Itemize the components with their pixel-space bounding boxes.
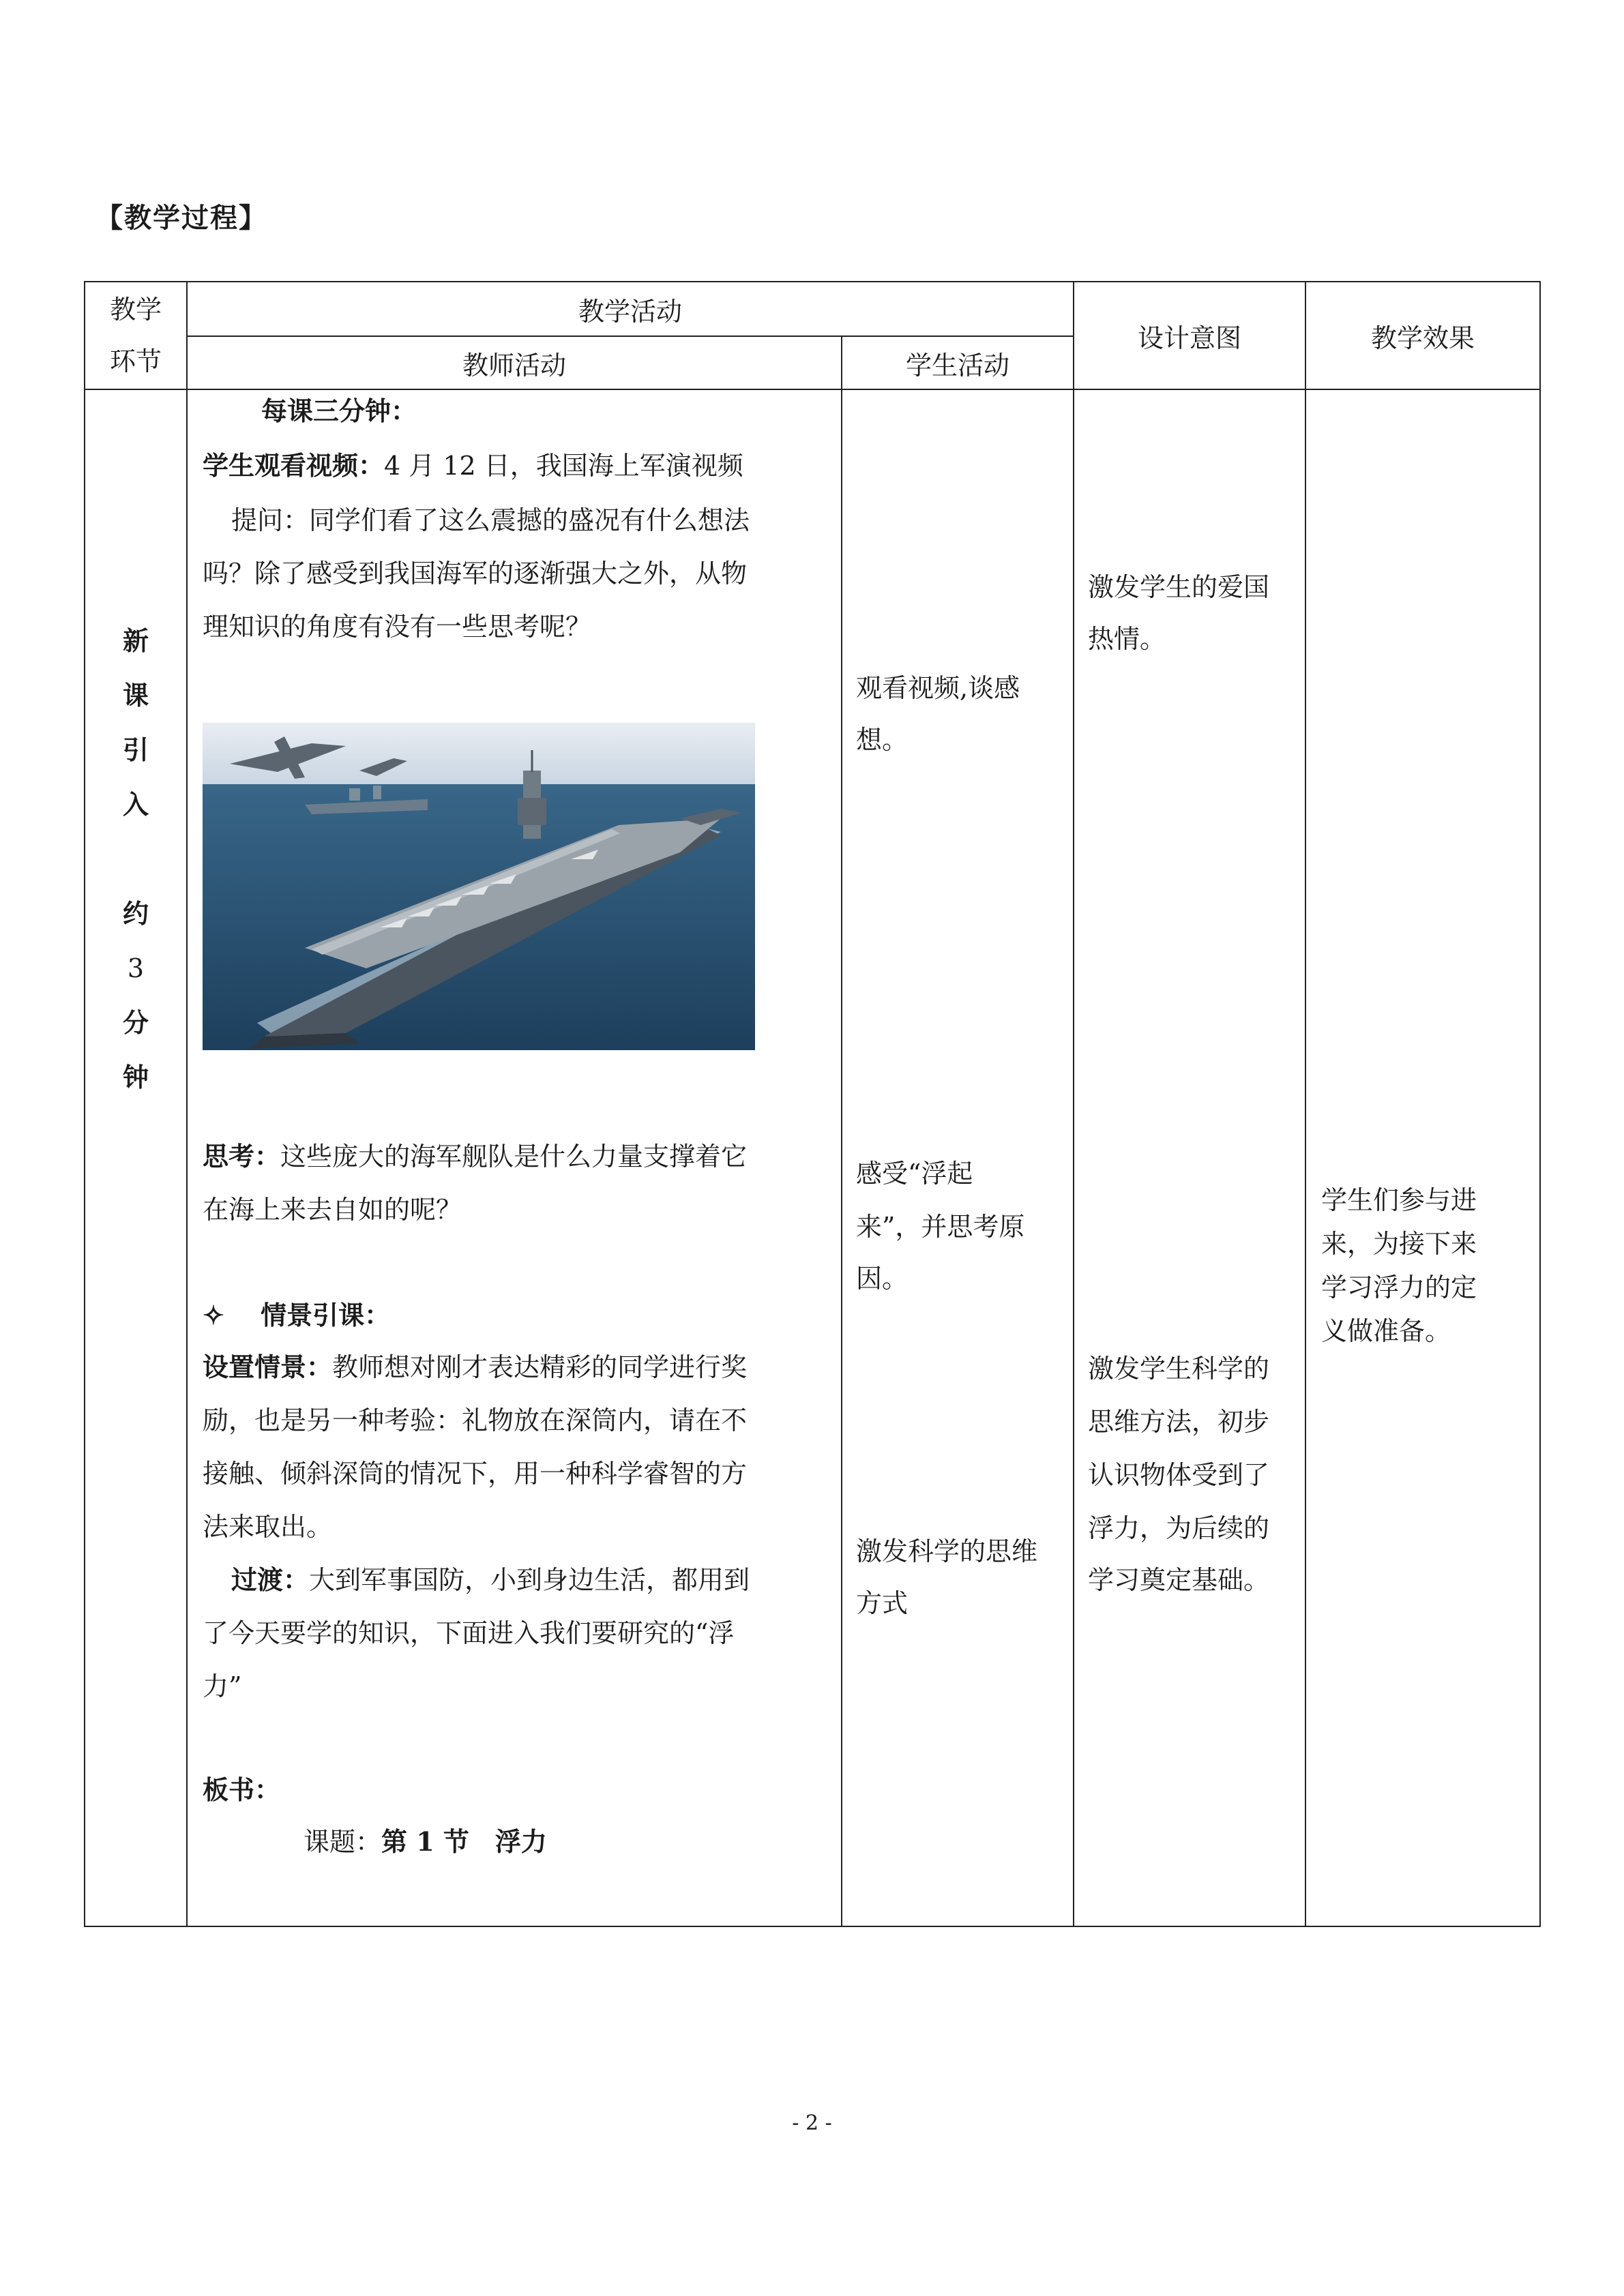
student-activity-3-line-1: 激发科学的思维 [856, 1536, 1038, 1566]
intent-2-line-3: 认识物体受到了 [1088, 1460, 1270, 1490]
header-stage-line1: 教学 [109, 295, 162, 325]
intent-2-line-4: 浮力，为后续的 [1088, 1513, 1270, 1543]
question-line-1: 提问：同学们看了这么震撼的盛况有什么想法 [231, 505, 750, 535]
header-intent: 设计意图 [1074, 282, 1305, 389]
header-effect: 教学效果 [1305, 282, 1540, 389]
aircraft-carrier-fleet-photo [203, 723, 755, 1050]
stage-char: 引 [122, 734, 149, 765]
header-stage-line2: 环节 [109, 346, 162, 376]
student-activity-2-line-1: 感受“浮起 [856, 1159, 973, 1189]
stage-cell [85, 389, 187, 1926]
stage-char: 分 [122, 1007, 149, 1038]
board-topic-line [304, 1815, 547, 1868]
student-activity-3-line-2: 方式 [856, 1588, 909, 1618]
header-student: 学生活动 [842, 336, 1074, 389]
intent-2-line-1: 激发学生科学的 [1088, 1354, 1270, 1384]
stage-char: 约 [122, 898, 149, 929]
intent-2-line-5: 学习奠定基础。 [1088, 1565, 1270, 1595]
setting-line-4: 法来取出。 [203, 1512, 333, 1542]
teacher-activity-cell [187, 389, 842, 1926]
student-activity-2-line-2: 来”，并思考原 [856, 1212, 1025, 1242]
student-activity-1-line-2: 想。 [856, 725, 909, 755]
think-label: 思考： [203, 1141, 281, 1172]
think-line-2: 在海上来去自如的呢？ [203, 1195, 462, 1225]
transition-label: 过渡： [231, 1564, 310, 1595]
effect-line-1: 学生们参与进 [1321, 1185, 1477, 1215]
scene-intro-title: 情景引课： [261, 1300, 391, 1330]
transition-line-3: 力” [203, 1671, 242, 1701]
video-label: 学生观看视频： [203, 450, 385, 481]
board-topic-prefix: 课题： [304, 1827, 382, 1857]
teaching-effect-cell [1305, 389, 1540, 1926]
intent-2-line-2: 思维方法，初步 [1088, 1407, 1270, 1437]
scene-intro-line [203, 1289, 390, 1342]
stage-char: 钟 [122, 1062, 149, 1092]
video-line [203, 439, 743, 492]
think-line-1 [203, 1130, 747, 1183]
stage-char: 入 [122, 789, 149, 820]
daily-three-minutes-title: 每课三分钟： [261, 396, 417, 426]
board-label: 板书： [203, 1774, 281, 1805]
effect-line-4: 义做准备。 [1321, 1316, 1451, 1346]
transition-line-2: 了今天要学的知识，下面进入我们要研究的“浮 [203, 1618, 735, 1648]
intent-1-line-2: 热情。 [1088, 624, 1166, 654]
question-line-2: 吗？除了感受到我国海军的逐渐强大之外，从物 [203, 558, 748, 588]
stage-vertical-text [85, 614, 186, 1105]
header-teacher: 教师活动 [187, 336, 842, 389]
page-number: - 2 - [792, 2111, 832, 2135]
think-text: 这些庞大的海军舰队是什么力量支撑着它 [280, 1142, 748, 1172]
stage-char: 新 [122, 625, 149, 656]
setting-line-3: 接触、倾斜深筒的情况下，用一种科学睿智的方 [203, 1459, 748, 1489]
question-line-3: 理知识的角度有没有一些思考呢？ [203, 612, 592, 642]
design-intent-cell [1074, 389, 1305, 1926]
stage-char [85, 832, 186, 886]
setting-line-2: 励，也是另一种考验：礼物放在深筒内，请在不 [203, 1405, 748, 1435]
effect-line-3: 学习浮力的定 [1321, 1272, 1477, 1302]
student-activity-2-line-3: 因。 [856, 1264, 909, 1294]
student-activity-1-line-1: 观看视频,谈感 [856, 673, 1020, 703]
setting-line-1 [203, 1341, 747, 1394]
board-topic-title: 第 1 节 浮力 [381, 1826, 547, 1857]
transition-text: 大到军事国防，小到身边生活，都用到 [309, 1565, 750, 1595]
effect-line-2: 来，为接下来 [1321, 1229, 1477, 1259]
setting-label: 设置情景： [203, 1352, 333, 1382]
video-text: 4 月 12 日，我国海上军演视频 [384, 451, 743, 481]
intent-1-line-1: 激发学生的爱国 [1088, 572, 1270, 602]
stage-char: 3 [127, 953, 145, 983]
bullet-icon: ✧ [203, 1300, 224, 1330]
teaching-process-table [84, 281, 1541, 1927]
transition-line-1 [231, 1553, 750, 1607]
stage-char: 课 [122, 680, 149, 711]
header-stage [85, 282, 187, 389]
setting-text: 教师想对刚才表达精彩的同学进行奖 [332, 1352, 748, 1382]
student-activity-cell [842, 389, 1074, 1926]
section-heading: 【教学过程】 [95, 202, 267, 234]
header-activity: 教学活动 [187, 282, 1074, 336]
